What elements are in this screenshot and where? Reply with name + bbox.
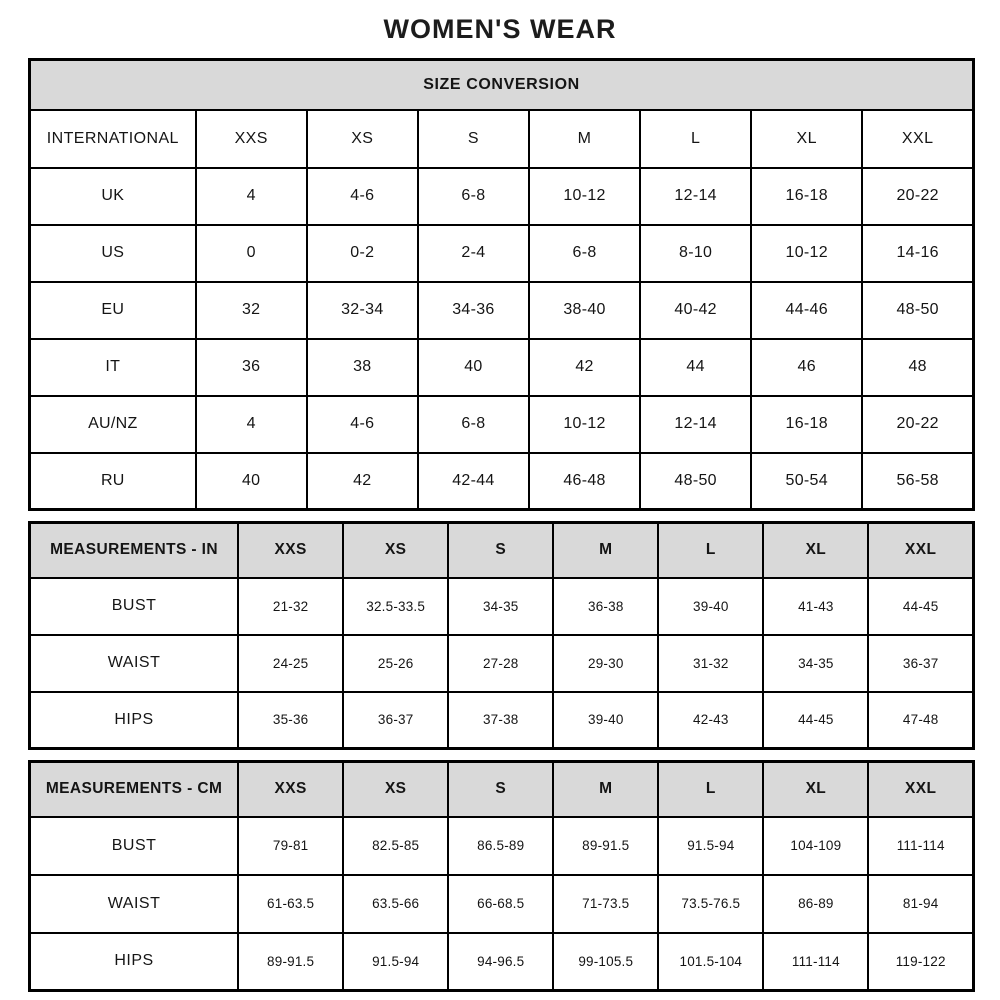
- table-row: [30, 817, 974, 875]
- value-cell: 42-43: [658, 692, 763, 749]
- value-cell: 39-40: [658, 578, 763, 635]
- value-cell: 36-37: [868, 635, 973, 692]
- table-row: [30, 453, 974, 510]
- value-cell: 86-89: [763, 875, 868, 933]
- value-cell: 44-45: [868, 578, 973, 635]
- column-header-cell: S: [448, 762, 553, 817]
- column-header-cell: XL: [763, 523, 868, 578]
- value-cell: 79-81: [238, 817, 343, 875]
- value-cell: 71-73.5: [553, 875, 658, 933]
- value-cell: 34-36: [418, 282, 529, 339]
- value-cell: 34-35: [448, 578, 553, 635]
- value-cell: 66-68.5: [448, 875, 553, 933]
- value-cell: 14-16: [862, 225, 973, 282]
- value-cell: 94-96.5: [448, 933, 553, 991]
- column-header-cell: XXS: [238, 762, 343, 817]
- table-row: [30, 635, 974, 692]
- value-cell: 34-35: [763, 635, 868, 692]
- value-cell: 4-6: [307, 396, 418, 453]
- value-cell: 73.5-76.5: [658, 875, 763, 933]
- column-header-cell: M: [553, 762, 658, 817]
- value-cell: 61-63.5: [238, 875, 343, 933]
- value-cell: 40: [196, 453, 307, 510]
- value-cell: 36-37: [343, 692, 448, 749]
- value-cell: 8-10: [640, 225, 751, 282]
- column-header-cell: M: [529, 110, 640, 168]
- value-cell: 42-44: [418, 453, 529, 510]
- column-header-cell: XS: [343, 762, 448, 817]
- value-cell: 0: [196, 225, 307, 282]
- row-label-cell: WAIST: [30, 875, 239, 933]
- value-cell: 111-114: [763, 933, 868, 991]
- column-header-cell: L: [640, 110, 751, 168]
- value-cell: 89-91.5: [238, 933, 343, 991]
- table-row: [30, 933, 974, 991]
- value-cell: 29-30: [553, 635, 658, 692]
- table-row: [30, 168, 974, 225]
- value-cell: 44-46: [751, 282, 862, 339]
- value-cell: 48: [862, 339, 973, 396]
- value-cell: 91.5-94: [343, 933, 448, 991]
- column-header-row: [30, 110, 974, 168]
- column-header-cell: MEASUREMENTS - CM: [30, 762, 239, 817]
- measurements-in-table: [28, 521, 975, 750]
- value-cell: 10-12: [529, 168, 640, 225]
- value-cell: 6-8: [529, 225, 640, 282]
- value-cell: 6-8: [418, 396, 529, 453]
- column-header-cell: XXL: [868, 523, 973, 578]
- value-cell: 40: [418, 339, 529, 396]
- table-row: [30, 875, 974, 933]
- row-label-cell: IT: [30, 339, 196, 396]
- value-cell: 4: [196, 168, 307, 225]
- value-cell: 46: [751, 339, 862, 396]
- value-cell: 47-48: [868, 692, 973, 749]
- row-label-cell: BUST: [30, 817, 239, 875]
- value-cell: 2-4: [418, 225, 529, 282]
- column-header-cell: S: [448, 523, 553, 578]
- value-cell: 56-58: [862, 453, 973, 510]
- column-header-cell: XXL: [862, 110, 973, 168]
- value-cell: 91.5-94: [658, 817, 763, 875]
- row-label-cell: UK: [30, 168, 196, 225]
- value-cell: 44: [640, 339, 751, 396]
- value-cell: 21-32: [238, 578, 343, 635]
- page-title: WOMEN'S WEAR: [383, 14, 617, 44]
- value-cell: 12-14: [640, 396, 751, 453]
- value-cell: 42: [307, 453, 418, 510]
- row-label-cell: BUST: [30, 578, 239, 635]
- value-cell: 20-22: [862, 168, 973, 225]
- value-cell: 0-2: [307, 225, 418, 282]
- column-header-cell: XL: [763, 762, 868, 817]
- value-cell: 4: [196, 396, 307, 453]
- value-cell: 63.5-66: [343, 875, 448, 933]
- value-cell: 36-38: [553, 578, 658, 635]
- value-cell: 31-32: [658, 635, 763, 692]
- value-cell: 10-12: [529, 396, 640, 453]
- row-label-cell: EU: [30, 282, 196, 339]
- value-cell: 86.5-89: [448, 817, 553, 875]
- row-label-cell: HIPS: [30, 933, 239, 991]
- value-cell: 111-114: [868, 817, 973, 875]
- value-cell: 24-25: [238, 635, 343, 692]
- value-cell: 32-34: [307, 282, 418, 339]
- value-cell: 99-105.5: [553, 933, 658, 991]
- value-cell: 82.5-85: [343, 817, 448, 875]
- column-header-cell: XS: [307, 110, 418, 168]
- row-label-cell: AU/NZ: [30, 396, 196, 453]
- row-label-cell: HIPS: [30, 692, 239, 749]
- value-cell: 39-40: [553, 692, 658, 749]
- value-cell: 35-36: [238, 692, 343, 749]
- column-header-cell: L: [658, 523, 763, 578]
- value-cell: 119-122: [868, 933, 973, 991]
- value-cell: 44-45: [763, 692, 868, 749]
- value-cell: 12-14: [640, 168, 751, 225]
- value-cell: 50-54: [751, 453, 862, 510]
- table-row: [30, 692, 974, 749]
- row-label-cell: WAIST: [30, 635, 239, 692]
- column-header-cell: L: [658, 762, 763, 817]
- table-row: [30, 396, 974, 453]
- column-header-row: [30, 523, 974, 578]
- column-header-cell: MEASUREMENTS - IN: [30, 523, 239, 578]
- value-cell: 6-8: [418, 168, 529, 225]
- column-header-cell: XL: [751, 110, 862, 168]
- row-label-cell: RU: [30, 453, 196, 510]
- value-cell: 32: [196, 282, 307, 339]
- measurements-cm-table: [28, 760, 975, 992]
- value-cell: 48-50: [640, 453, 751, 510]
- value-cell: 36: [196, 339, 307, 396]
- value-cell: 4-6: [307, 168, 418, 225]
- value-cell: 101.5-104: [658, 933, 763, 991]
- value-cell: 46-48: [529, 453, 640, 510]
- table-row: [30, 282, 974, 339]
- value-cell: 16-18: [751, 168, 862, 225]
- column-header-cell: INTERNATIONAL: [30, 110, 196, 168]
- row-label-cell: US: [30, 225, 196, 282]
- column-header-cell: XXL: [868, 762, 973, 817]
- table-row: [30, 225, 974, 282]
- value-cell: 42: [529, 339, 640, 396]
- column-header-cell: S: [418, 110, 529, 168]
- value-cell: 27-28: [448, 635, 553, 692]
- value-cell: 38-40: [529, 282, 640, 339]
- value-cell: 32.5-33.5: [343, 578, 448, 635]
- value-cell: 10-12: [751, 225, 862, 282]
- table-row: [30, 339, 974, 396]
- value-cell: 41-43: [763, 578, 868, 635]
- column-header-row: [30, 762, 974, 817]
- column-header-cell: M: [553, 523, 658, 578]
- table-row: [30, 578, 974, 635]
- table-banner-row: [30, 60, 974, 110]
- column-header-cell: XS: [343, 523, 448, 578]
- value-cell: 104-109: [763, 817, 868, 875]
- column-header-cell: XXS: [196, 110, 307, 168]
- table-banner: SIZE CONVERSION: [30, 60, 974, 110]
- value-cell: 40-42: [640, 282, 751, 339]
- value-cell: 25-26: [343, 635, 448, 692]
- value-cell: 81-94: [868, 875, 973, 933]
- value-cell: 20-22: [862, 396, 973, 453]
- value-cell: 89-91.5: [553, 817, 658, 875]
- size-conversion-table: [28, 58, 975, 511]
- column-header-cell: XXS: [238, 523, 343, 578]
- value-cell: 37-38: [448, 692, 553, 749]
- value-cell: 38: [307, 339, 418, 396]
- value-cell: 48-50: [862, 282, 973, 339]
- value-cell: 16-18: [751, 396, 862, 453]
